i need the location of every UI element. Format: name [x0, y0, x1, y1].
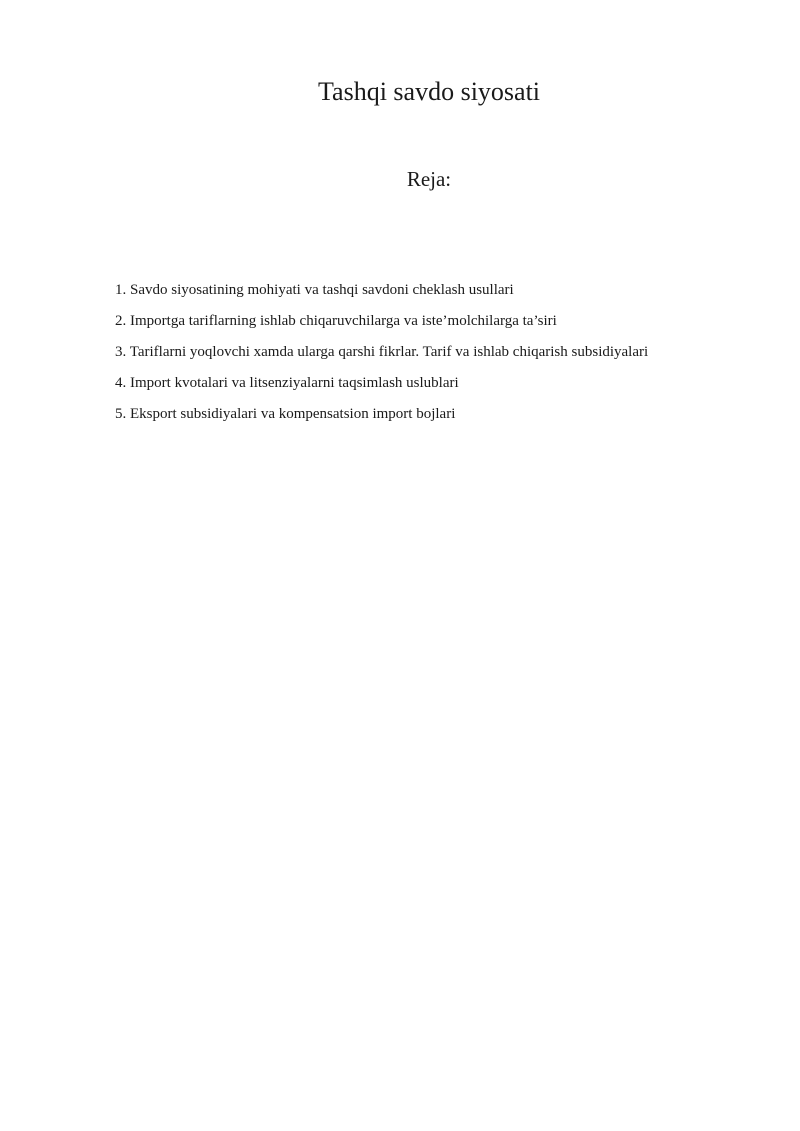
- plan-item-1: 1. Savdo siyosatining mohiyati va tashqi savdoni cheklash usullari: [115, 282, 514, 298]
- plan-item-3: 3. Tariflarni yoqlovchi xamda ularga qarshi fikrlar. Tarif va ishlab chiqarish subsidiyalari: [115, 344, 649, 360]
- plan-item-4: 4. Import kvotalari va litsenziyalarni taqsimlash uslublari: [115, 375, 459, 391]
- plan-heading: Reja:: [406, 167, 452, 191]
- plan-list: [115, 279, 648, 434]
- plan-item-5: 5. Eksport subsidiyalari va kompensatsion import bojlari: [115, 406, 456, 422]
- page-title: Tashqi savdo siyosati: [317, 77, 541, 106]
- plan-item-2: 2. Importga tariflarning ishlab chiqaruvchilarga va iste’molchilarga ta’siri: [115, 313, 557, 329]
